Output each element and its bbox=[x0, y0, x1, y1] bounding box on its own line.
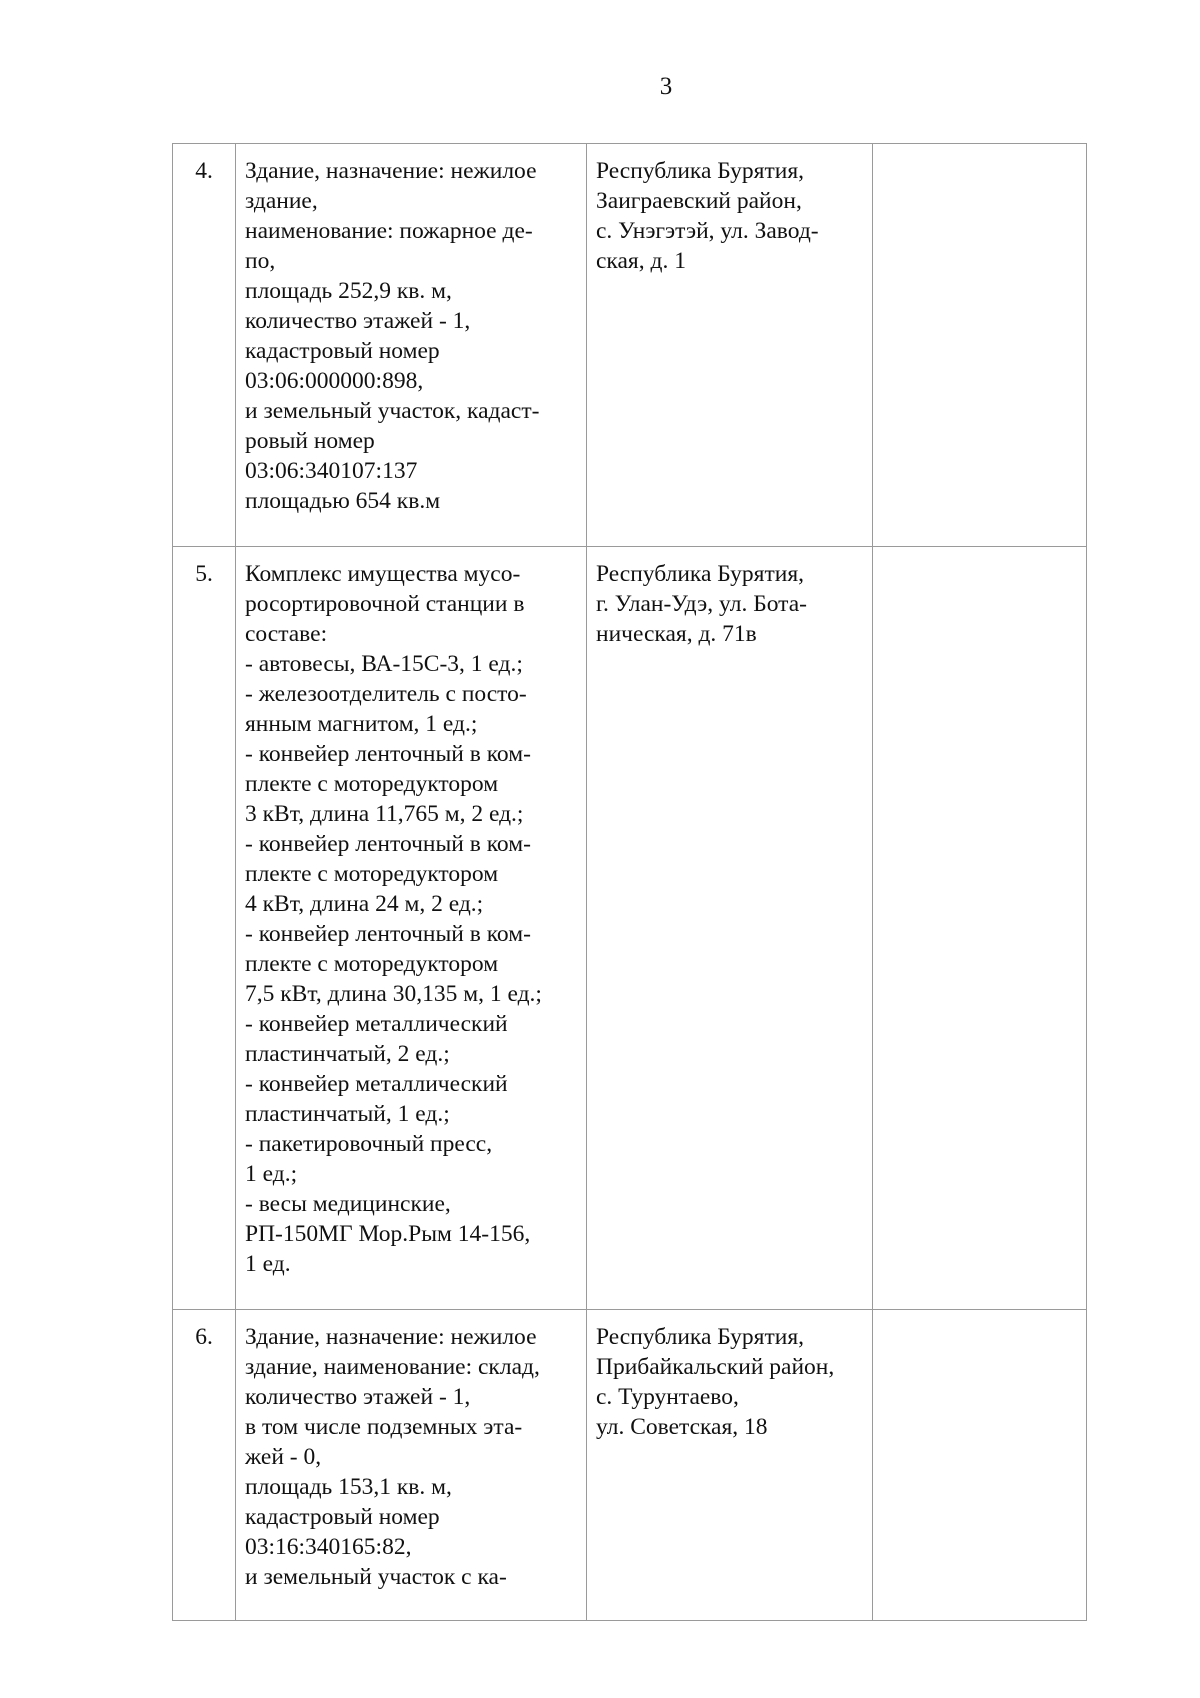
text-line: 7,5 кВт, длина 30,135 м, 1 ед.; bbox=[245, 981, 542, 1007]
text-line: - конвейер металлический bbox=[245, 1071, 508, 1097]
text-line: пластинчатый, 2 ед.; bbox=[245, 1041, 450, 1067]
text-line: - конвейер ленточный в ком- bbox=[245, 741, 531, 767]
text-line: 1 ед.; bbox=[245, 1161, 298, 1187]
text-line: - автовесы, ВА-15С-3, 1 ед.; bbox=[245, 651, 523, 677]
row-number: 4. bbox=[173, 144, 236, 547]
text-line: - весы медицинские, bbox=[245, 1191, 451, 1217]
text-line: 3 кВт, длина 11,765 м, 2 ед.; bbox=[245, 801, 524, 827]
text-line: Прибайкальский район, bbox=[596, 1354, 835, 1380]
empty-cell bbox=[873, 1310, 1087, 1621]
table-row bbox=[173, 547, 1087, 1310]
text-line: с. Унэгэтэй, ул. Завод- bbox=[596, 218, 819, 244]
text-line: ровый номер bbox=[245, 428, 375, 454]
page-number: 3 bbox=[659, 73, 673, 100]
row-number: 6. bbox=[173, 1310, 236, 1621]
text-line: в том числе подземных эта- bbox=[245, 1414, 523, 1440]
text-line: плекте с моторедуктором bbox=[245, 861, 499, 887]
text-line: Здание, назначение: нежилое bbox=[245, 158, 537, 184]
text-line: Комплекс имущества мусо- bbox=[245, 561, 521, 587]
row-number: 5. bbox=[173, 547, 236, 1310]
property-address bbox=[587, 547, 873, 1310]
text-line: - пакетировочный пресс, bbox=[245, 1131, 493, 1157]
text-line: Здание, назначение: нежилое bbox=[245, 1324, 537, 1350]
text-line: количество этажей - 1, bbox=[245, 1384, 471, 1410]
empty-cell bbox=[873, 547, 1087, 1310]
text-line: площадь 153,1 кв. м, bbox=[245, 1474, 452, 1500]
text-line: по, bbox=[245, 248, 276, 274]
text-line: - конвейер ленточный в ком- bbox=[245, 831, 531, 857]
text-line: янным магнитом, 1 ед.; bbox=[245, 711, 478, 737]
text-line: с. Турунтаево, bbox=[596, 1384, 739, 1410]
text-line: ская, д. 1 bbox=[596, 248, 686, 274]
text-line: наименование: пожарное де- bbox=[245, 218, 533, 244]
text-line: здание, bbox=[245, 188, 318, 214]
text-line: пластинчатый, 1 ед.; bbox=[245, 1101, 450, 1127]
text-line: Республика Бурятия, bbox=[596, 158, 805, 184]
text-line: 03:06:000000:898, bbox=[245, 368, 424, 394]
text-line: жей - 0, bbox=[245, 1444, 322, 1470]
text-line: 03:06:340107:137 bbox=[245, 458, 418, 484]
text-line: и земельный участок, кадаст- bbox=[245, 398, 540, 424]
text-line: площадью 654 кв.м bbox=[245, 488, 441, 514]
text-line: 03:16:340165:82, bbox=[245, 1534, 412, 1560]
text-line: плекте с моторедуктором bbox=[245, 951, 499, 977]
text-line: ул. Советская, 18 bbox=[596, 1414, 768, 1440]
text-line: РП-150МГ Мор.Рым 14-156, bbox=[245, 1221, 531, 1247]
text-line: плекте с моторедуктором bbox=[245, 771, 499, 797]
property-table bbox=[172, 143, 1087, 1621]
text-line: - железоотделитель с посто- bbox=[245, 681, 527, 707]
text-line: ническая, д. 71в bbox=[596, 621, 757, 647]
text-line: кадастровый номер bbox=[245, 338, 440, 364]
text-line: Республика Бурятия, bbox=[596, 1324, 805, 1350]
text-line: и земельный участок с ка- bbox=[245, 1564, 507, 1590]
text-line: росортировочной станции в bbox=[245, 591, 525, 617]
text-line: г. Улан-Удэ, ул. Бота- bbox=[596, 591, 807, 617]
text-line: составе: bbox=[245, 621, 328, 647]
text-line: Республика Бурятия, bbox=[596, 561, 805, 587]
text-line: количество этажей - 1, bbox=[245, 308, 471, 334]
table-row bbox=[173, 1310, 1087, 1621]
property-description bbox=[236, 1310, 587, 1621]
table-row bbox=[173, 144, 1087, 547]
property-address bbox=[587, 1310, 873, 1621]
text-line: 1 ед. bbox=[245, 1251, 291, 1277]
text-line: кадастровый номер bbox=[245, 1504, 440, 1530]
property-description bbox=[236, 547, 587, 1310]
empty-cell bbox=[873, 144, 1087, 547]
text-line: Заиграевский район, bbox=[596, 188, 802, 214]
text-line: - конвейер металлический bbox=[245, 1011, 508, 1037]
text-line: - конвейер ленточный в ком- bbox=[245, 921, 531, 947]
text-line: 4 кВт, длина 24 м, 2 ед.; bbox=[245, 891, 484, 917]
property-address bbox=[587, 144, 873, 547]
text-line: здание, наименование: склад, bbox=[245, 1354, 540, 1380]
property-description bbox=[236, 144, 587, 547]
text-line: площадь 252,9 кв. м, bbox=[245, 278, 452, 304]
